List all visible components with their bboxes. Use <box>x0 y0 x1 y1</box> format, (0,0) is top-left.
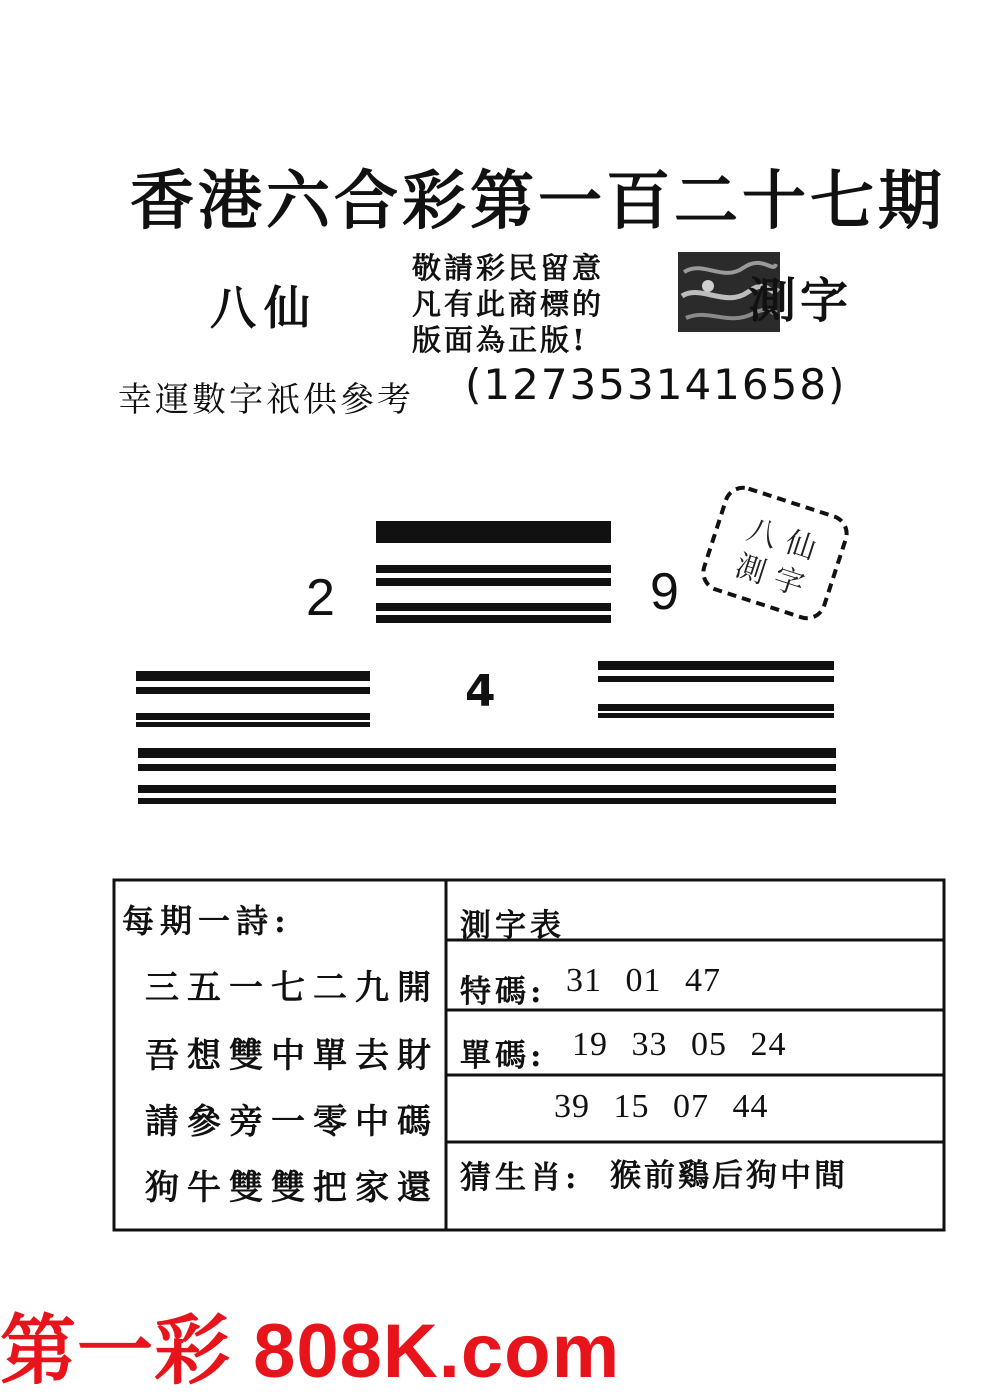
authenticity-notice <box>412 250 604 358</box>
single-label: 單碼: <box>460 1038 546 1074</box>
yin-line-left <box>136 722 370 727</box>
yin-line-right <box>598 713 834 718</box>
yang-line <box>376 578 611 586</box>
yang-line <box>138 785 836 793</box>
yin-line-left <box>136 687 370 694</box>
yang-line <box>376 615 611 623</box>
yang-line <box>138 748 836 758</box>
yin-line-right <box>598 704 834 711</box>
right-digit: 9 <box>650 563 679 621</box>
left-digit: 2 <box>306 569 335 627</box>
svg-text:仙: 仙 <box>780 524 821 568</box>
yang-line <box>138 798 836 804</box>
yin-line-right <box>598 676 834 682</box>
poem-title: 每期一詩: <box>122 902 292 940</box>
yang-line <box>376 565 611 573</box>
table-title: 測字表 <box>460 908 565 944</box>
zodiac-value: 猴前鷄后狗中間 <box>610 1158 848 1194</box>
seal-stamp-icon <box>690 478 860 628</box>
page-title: 香港六合彩第一百二十七期 <box>130 164 946 239</box>
svg-text:測: 測 <box>730 548 771 592</box>
yang-line <box>376 603 611 611</box>
lucky-label: 幸運數字祇供參考 <box>118 380 414 420</box>
poem-line: 三五一七二九開 <box>145 968 439 1008</box>
yang-line <box>376 521 611 543</box>
center-digit: 4 <box>465 666 496 717</box>
svg-text:字: 字 <box>768 560 809 604</box>
notice-line: 敬請彩民留意 <box>412 251 605 285</box>
notice-line: 凡有此商標的 <box>412 287 605 321</box>
poem-line: 請參旁一零中碼 <box>145 1102 439 1142</box>
brand-suffix: 測字 <box>748 273 853 329</box>
brand-name: 八仙 <box>210 281 318 335</box>
poem-line: 狗牛雙雙把家還 <box>145 1168 439 1208</box>
single-numbers: 39 15 07 44 <box>554 1088 769 1125</box>
yin-line-left <box>136 671 370 681</box>
svg-text:八: 八 <box>742 512 783 555</box>
zodiac-label: 猜生肖: <box>460 1160 581 1196</box>
notice-line: 版面為正版! <box>412 323 588 357</box>
single-numbers: 19 33 05 24 <box>572 1026 787 1063</box>
site-watermark: 第一彩 808K.com <box>0 1309 621 1394</box>
lucky-numbers: (127353141658) <box>465 360 847 409</box>
yang-line <box>138 764 836 771</box>
yin-line-right <box>598 661 834 670</box>
poem-line: 吾想雙中單去財 <box>145 1036 439 1076</box>
special-label: 特碼: <box>460 974 546 1010</box>
special-numbers: 31 01 47 <box>566 962 721 999</box>
yin-line-left <box>136 713 370 720</box>
